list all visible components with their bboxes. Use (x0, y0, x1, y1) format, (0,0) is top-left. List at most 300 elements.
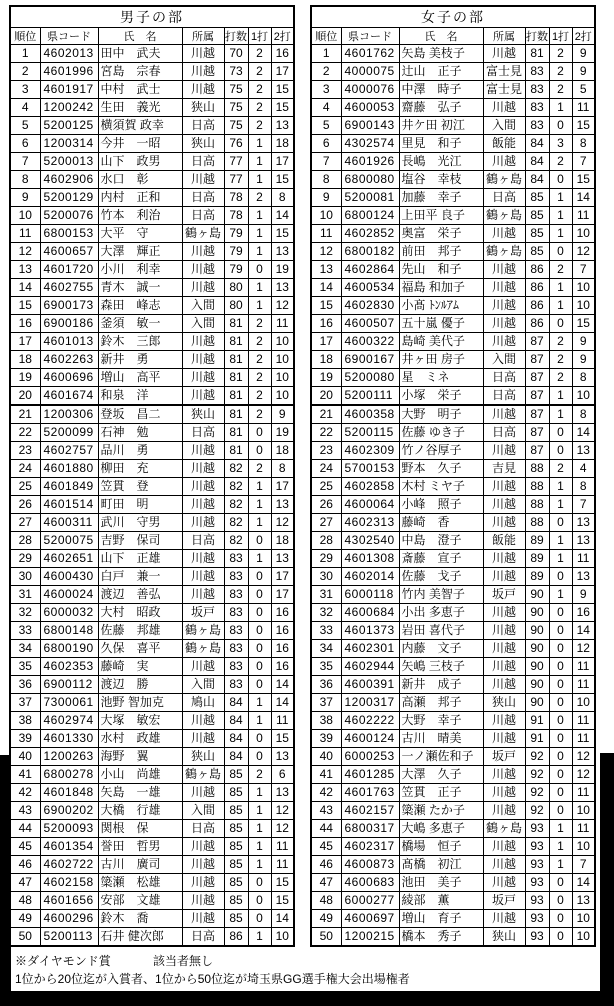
rank-cell: 36 (10, 676, 40, 694)
hole-in-one-cell: 1 (549, 297, 572, 315)
two-stroke-cell: 8 (572, 478, 595, 496)
two-stroke-cell: 8 (271, 189, 294, 207)
strokes-cell: 80 (224, 297, 248, 315)
name-cell: 鈴木 三郎 (98, 333, 182, 351)
hole-in-one-cell: 0 (549, 874, 572, 892)
rank-cell: 23 (10, 442, 40, 460)
affiliation-cell: 川越 (182, 442, 224, 460)
two-stroke-cell: 8 (572, 405, 595, 424)
name-cell: 加藤 幸子 (399, 189, 483, 207)
affiliation-cell: 日高 (182, 820, 224, 838)
two-stroke-cell: 11 (271, 838, 294, 856)
two-stroke-cell: 13 (271, 550, 294, 568)
strokes-cell: 81 (224, 424, 248, 442)
prefecture-code-cell: 5200075 (40, 532, 98, 550)
rank-cell: 28 (10, 532, 40, 550)
affiliation-cell: 川越 (483, 766, 525, 784)
hole-in-one-cell: 0 (248, 676, 271, 694)
two-stroke-cell: 14 (572, 874, 595, 892)
name-cell: 大澤 久子 (399, 766, 483, 784)
table-row (10, 622, 294, 640)
prefecture-code-cell: 4601354 (40, 838, 98, 856)
strokes-cell: 90 (525, 694, 549, 712)
name-cell: 前田 邦子 (399, 243, 483, 261)
hole-in-one-cell: 0 (248, 261, 271, 279)
hole-in-one-cell: 0 (549, 568, 572, 586)
prefecture-code-cell: 4600684 (341, 604, 399, 622)
strokes-cell: 83 (525, 63, 549, 81)
table-row (10, 207, 294, 225)
hole-in-one-cell: 0 (248, 532, 271, 550)
two-stroke-cell: 12 (271, 514, 294, 532)
rank-cell: 9 (311, 189, 341, 207)
strokes-cell: 85 (224, 856, 248, 874)
name-cell: 品川 勇 (98, 442, 182, 460)
two-stroke-cell: 16 (271, 640, 294, 658)
prefecture-code-cell: 4302574 (341, 135, 399, 153)
name-cell: 誉田 哲男 (98, 838, 182, 856)
hole-in-one-cell: 1 (248, 550, 271, 568)
hole-in-one-cell: 1 (549, 550, 572, 568)
prefecture-code-cell: 4600322 (341, 333, 399, 351)
hole-in-one-cell: 0 (248, 568, 271, 586)
rank-cell: 5 (311, 117, 341, 135)
name-cell: 柳田 充 (98, 460, 182, 478)
name-cell: 小塚 栄子 (399, 387, 483, 406)
strokes-cell: 83 (224, 568, 248, 586)
prefecture-code-cell: 4600697 (341, 910, 399, 928)
name-cell: 中島 澄子 (399, 532, 483, 550)
name-cell: 大塚 敏宏 (98, 712, 182, 730)
rank-cell: 48 (10, 892, 40, 910)
hole-in-one-cell: 0 (549, 730, 572, 748)
table-row (10, 99, 294, 117)
rank-cell: 27 (10, 514, 40, 532)
table-row (10, 730, 294, 748)
prefecture-code-cell: 4602757 (40, 442, 98, 460)
hole-in-one-cell: 0 (549, 766, 572, 784)
strokes-cell: 88 (525, 460, 549, 478)
table-row (311, 874, 595, 892)
affiliation-cell: 狭山 (182, 405, 224, 424)
hole-in-one-cell: 2 (248, 99, 271, 117)
prefecture-code-cell: 4602864 (341, 261, 399, 279)
table-row (311, 279, 595, 297)
rank-cell: 13 (10, 261, 40, 279)
prefecture-code-cell: 5200129 (40, 189, 98, 207)
two-stroke-cell: 7 (572, 153, 595, 171)
column-header-4: 打数 (525, 28, 549, 45)
two-stroke-cell: 13 (271, 117, 294, 135)
affiliation-cell: 川越 (483, 333, 525, 351)
affiliation-cell: 鶴ヶ島 (483, 243, 525, 261)
table-row (311, 568, 595, 586)
rank-cell: 16 (311, 315, 341, 333)
two-stroke-cell: 12 (271, 820, 294, 838)
affiliation-cell: 川越 (483, 514, 525, 532)
affiliation-cell: 川越 (182, 496, 224, 514)
table-row (311, 63, 595, 81)
rank-cell: 18 (10, 351, 40, 369)
rank-cell: 37 (311, 694, 341, 712)
two-stroke-cell: 4 (572, 460, 595, 478)
two-stroke-cell: 10 (572, 838, 595, 856)
prefecture-code-cell: 4601849 (40, 478, 98, 496)
hole-in-one-cell: 1 (248, 135, 271, 153)
women-table-title: 女子の部 (311, 6, 595, 28)
table-row (311, 261, 595, 279)
prefecture-code-cell: 6800148 (40, 622, 98, 640)
prefecture-code-cell: 6000118 (341, 586, 399, 604)
two-stroke-cell: 9 (572, 351, 595, 369)
affiliation-cell: 川越 (483, 568, 525, 586)
table-row (311, 748, 595, 766)
black-strip-left (0, 755, 11, 1006)
women-table-body (311, 45, 595, 947)
rank-cell: 17 (10, 333, 40, 351)
strokes-cell: 93 (525, 874, 549, 892)
affiliation-cell: 川越 (483, 405, 525, 424)
table-row (10, 315, 294, 333)
two-stroke-cell: 14 (271, 694, 294, 712)
name-cell: 宮島 宗春 (98, 63, 182, 81)
two-stroke-cell: 13 (572, 532, 595, 550)
rank-cell: 41 (311, 766, 341, 784)
rank-cell: 37 (10, 694, 40, 712)
two-stroke-cell: 11 (271, 712, 294, 730)
hole-in-one-cell: 0 (248, 442, 271, 460)
strokes-cell: 82 (224, 460, 248, 478)
rank-cell: 40 (311, 748, 341, 766)
prefecture-code-cell: 6800124 (341, 207, 399, 225)
strokes-cell: 85 (224, 874, 248, 892)
name-cell: 佐藤 邦雄 (98, 622, 182, 640)
two-stroke-cell: 15 (271, 99, 294, 117)
affiliation-cell: 日高 (182, 532, 224, 550)
name-cell: 吉野 保司 (98, 532, 182, 550)
prefecture-code-cell: 4602013 (40, 45, 98, 63)
affiliation-cell: 入間 (483, 351, 525, 369)
two-stroke-cell: 16 (271, 622, 294, 640)
table-row (10, 550, 294, 568)
affiliation-cell: 川越 (483, 676, 525, 694)
prefecture-code-cell: 6900167 (341, 351, 399, 369)
name-cell: 島崎 美代子 (399, 333, 483, 351)
strokes-cell: 86 (525, 261, 549, 279)
two-stroke-cell: 11 (572, 730, 595, 748)
affiliation-cell: 鶴ヶ島 (182, 622, 224, 640)
affiliation-cell: 川越 (182, 874, 224, 892)
affiliation-cell: 川越 (182, 910, 224, 928)
name-cell: 小髙 ﾄﾝﾙｱﾑ (399, 297, 483, 315)
hole-in-one-cell: 0 (549, 784, 572, 802)
affiliation-cell: 狭山 (182, 135, 224, 153)
hole-in-one-cell: 2 (248, 351, 271, 369)
rank-cell: 39 (311, 730, 341, 748)
strokes-cell: 75 (224, 117, 248, 135)
strokes-cell: 81 (224, 369, 248, 387)
men-column-headers (10, 28, 294, 45)
table-row (10, 405, 294, 424)
prefecture-code-cell: 4602906 (40, 171, 98, 189)
strokes-cell: 75 (224, 81, 248, 99)
name-cell: 増山 高平 (98, 369, 182, 387)
prefecture-code-cell: 6900202 (40, 802, 98, 820)
affiliation-cell: 鶴ヶ島 (483, 207, 525, 225)
rank-cell: 28 (311, 532, 341, 550)
strokes-cell: 86 (224, 928, 248, 947)
table-row (311, 369, 595, 387)
rank-cell: 35 (311, 658, 341, 676)
name-cell: 長嶋 光江 (399, 153, 483, 171)
two-stroke-cell: 8 (271, 460, 294, 478)
hole-in-one-cell: 1 (549, 189, 572, 207)
table-row (311, 333, 595, 351)
strokes-cell: 82 (224, 514, 248, 532)
affiliation-cell: 川越 (483, 496, 525, 514)
strokes-cell: 93 (525, 820, 549, 838)
name-cell: 竹本 利治 (98, 207, 182, 225)
two-stroke-cell: 13 (572, 892, 595, 910)
hole-in-one-cell: 0 (248, 910, 271, 928)
prefecture-code-cell: 6900186 (40, 315, 98, 333)
strokes-cell: 81 (224, 387, 248, 406)
prefecture-code-cell: 4602651 (40, 550, 98, 568)
strokes-cell: 73 (224, 63, 248, 81)
name-cell: 奥富 栄子 (399, 225, 483, 243)
two-stroke-cell: 8 (572, 369, 595, 387)
hole-in-one-cell: 2 (248, 387, 271, 406)
prefecture-code-cell: 4601880 (40, 460, 98, 478)
table-row (10, 676, 294, 694)
two-stroke-cell: 15 (271, 730, 294, 748)
two-stroke-cell: 14 (271, 676, 294, 694)
two-stroke-cell: 11 (271, 315, 294, 333)
men-table-title-row (10, 6, 294, 28)
rank-cell: 50 (311, 928, 341, 947)
strokes-cell: 85 (525, 207, 549, 225)
name-cell: 小山 尚雄 (98, 766, 182, 784)
affiliation-cell: 富士見 (483, 81, 525, 99)
table-row (10, 81, 294, 99)
rank-cell: 40 (10, 748, 40, 766)
strokes-cell: 93 (525, 892, 549, 910)
prefecture-code-cell: 5200125 (40, 117, 98, 135)
hole-in-one-cell: 0 (248, 892, 271, 910)
prefecture-code-cell: 5200093 (40, 820, 98, 838)
table-row (10, 189, 294, 207)
women-column-headers (311, 28, 595, 45)
two-stroke-cell: 11 (572, 784, 595, 802)
hole-in-one-cell: 2 (549, 351, 572, 369)
rank-cell: 4 (10, 99, 40, 117)
name-cell: 矢島 美枝子 (399, 45, 483, 63)
two-stroke-cell: 13 (572, 442, 595, 460)
affiliation-cell: 川越 (182, 514, 224, 532)
table-row (311, 658, 595, 676)
table-row (10, 784, 294, 802)
strokes-cell: 83 (224, 640, 248, 658)
affiliation-cell: 日高 (182, 189, 224, 207)
hole-in-one-cell: 1 (248, 802, 271, 820)
strokes-cell: 85 (224, 892, 248, 910)
name-cell: 矢嶋 三枝子 (399, 658, 483, 676)
affiliation-cell: 坂戸 (182, 604, 224, 622)
table-row (311, 928, 595, 947)
strokes-cell: 90 (525, 604, 549, 622)
name-cell: 関根 保 (98, 820, 182, 838)
rank-cell: 30 (311, 568, 341, 586)
strokes-cell: 89 (525, 568, 549, 586)
men-table-title: 男子の部 (10, 6, 294, 28)
table-row (10, 442, 294, 460)
two-stroke-cell: 12 (271, 297, 294, 315)
affiliation-cell: 日高 (182, 928, 224, 947)
prefecture-code-cell: 6800278 (40, 766, 98, 784)
name-cell: 石井 健次郎 (98, 928, 182, 947)
prefecture-code-cell: 4601996 (40, 63, 98, 81)
two-stroke-cell: 14 (572, 189, 595, 207)
name-cell: 池野 智加克 (98, 694, 182, 712)
rank-cell: 8 (311, 171, 341, 189)
hole-in-one-cell: 0 (549, 748, 572, 766)
table-row (311, 694, 595, 712)
column-header-6: 2打 (572, 28, 595, 45)
name-cell: 小出 多恵子 (399, 604, 483, 622)
table-row (311, 784, 595, 802)
prefecture-code-cell: 4602222 (341, 712, 399, 730)
strokes-cell: 85 (224, 910, 248, 928)
two-stroke-cell: 11 (271, 856, 294, 874)
table-row (10, 243, 294, 261)
strokes-cell: 88 (525, 496, 549, 514)
rank-cell: 13 (311, 261, 341, 279)
table-row (311, 297, 595, 315)
hole-in-one-cell: 2 (248, 315, 271, 333)
table-row (10, 568, 294, 586)
table-row (311, 910, 595, 928)
affiliation-cell: 川越 (182, 243, 224, 261)
rank-cell: 32 (311, 604, 341, 622)
rank-cell: 46 (10, 856, 40, 874)
hole-in-one-cell: 2 (549, 45, 572, 63)
table-row (10, 117, 294, 135)
affiliation-cell: 川越 (483, 279, 525, 297)
black-band-bottom (0, 991, 614, 1006)
hole-in-one-cell: 0 (248, 640, 271, 658)
strokes-cell: 86 (525, 279, 549, 297)
affiliation-cell: 川越 (182, 81, 224, 99)
two-stroke-cell: 19 (271, 261, 294, 279)
rank-cell: 35 (10, 658, 40, 676)
two-stroke-cell: 10 (572, 910, 595, 928)
table-row (10, 225, 294, 243)
table-row (311, 820, 595, 838)
strokes-cell: 84 (224, 712, 248, 730)
strokes-cell: 82 (224, 532, 248, 550)
affiliation-cell: 狭山 (182, 748, 224, 766)
affiliation-cell: 川越 (182, 387, 224, 406)
two-stroke-cell: 15 (271, 225, 294, 243)
hole-in-one-cell: 1 (549, 405, 572, 424)
rank-cell: 45 (10, 838, 40, 856)
rank-cell: 1 (311, 45, 341, 63)
table-row (311, 838, 595, 856)
two-stroke-cell: 10 (271, 928, 294, 947)
strokes-cell: 88 (525, 514, 549, 532)
hole-in-one-cell: 0 (549, 117, 572, 135)
strokes-cell: 87 (525, 442, 549, 460)
hole-in-one-cell: 2 (248, 333, 271, 351)
two-stroke-cell: 14 (271, 910, 294, 928)
affiliation-cell: 川越 (182, 171, 224, 189)
strokes-cell: 83 (224, 550, 248, 568)
two-stroke-cell: 9 (572, 333, 595, 351)
prefecture-code-cell: 4602309 (341, 442, 399, 460)
hole-in-one-cell: 1 (248, 225, 271, 243)
prefecture-code-cell: 4600534 (341, 279, 399, 297)
prefecture-code-cell: 1200263 (40, 748, 98, 766)
name-cell: 大平 守 (98, 225, 182, 243)
table-row (10, 658, 294, 676)
hole-in-one-cell: 0 (549, 712, 572, 730)
rank-cell: 42 (311, 784, 341, 802)
rank-cell: 47 (10, 874, 40, 892)
affiliation-cell: 吉見 (483, 460, 525, 478)
strokes-cell: 81 (224, 442, 248, 460)
affiliation-cell: 川越 (182, 838, 224, 856)
name-cell: 大澤 輝正 (98, 243, 182, 261)
hole-in-one-cell: 0 (549, 171, 572, 189)
hole-in-one-cell: 0 (248, 604, 271, 622)
two-stroke-cell: 19 (271, 424, 294, 442)
prefecture-code-cell: 6800153 (40, 225, 98, 243)
name-cell: 竹内 美智子 (399, 586, 483, 604)
table-row (10, 892, 294, 910)
affiliation-cell: 日高 (483, 369, 525, 387)
strokes-cell: 92 (525, 766, 549, 784)
affiliation-cell: 川越 (483, 712, 525, 730)
rank-cell: 34 (10, 640, 40, 658)
affiliation-cell: 狭山 (182, 99, 224, 117)
rank-cell: 9 (10, 189, 40, 207)
name-cell: 町田 明 (98, 496, 182, 514)
hole-in-one-cell: 2 (248, 45, 271, 63)
two-stroke-cell: 11 (572, 676, 595, 694)
affiliation-cell: 川越 (483, 784, 525, 802)
name-cell: 増山 育子 (399, 910, 483, 928)
strokes-cell: 85 (525, 243, 549, 261)
affiliation-cell: 入間 (182, 297, 224, 315)
prefecture-code-cell: 4602317 (341, 838, 399, 856)
black-strip-right (600, 753, 614, 1006)
prefecture-code-cell: 4600311 (40, 514, 98, 532)
prefecture-code-cell: 4601763 (341, 784, 399, 802)
column-header-0: 順位 (311, 28, 341, 45)
affiliation-cell: 川越 (483, 45, 525, 63)
name-cell: 白戸 兼一 (98, 568, 182, 586)
affiliation-cell: 入間 (182, 802, 224, 820)
table-row (311, 45, 595, 63)
name-cell: 簗瀬 松雄 (98, 874, 182, 892)
rank-cell: 29 (311, 550, 341, 568)
prefecture-code-cell: 1200242 (40, 99, 98, 117)
two-stroke-cell: 12 (271, 802, 294, 820)
name-cell: 綾部 薫 (399, 892, 483, 910)
two-stroke-cell: 10 (572, 694, 595, 712)
two-stroke-cell: 13 (271, 243, 294, 261)
prefecture-code-cell: 4600696 (40, 369, 98, 387)
